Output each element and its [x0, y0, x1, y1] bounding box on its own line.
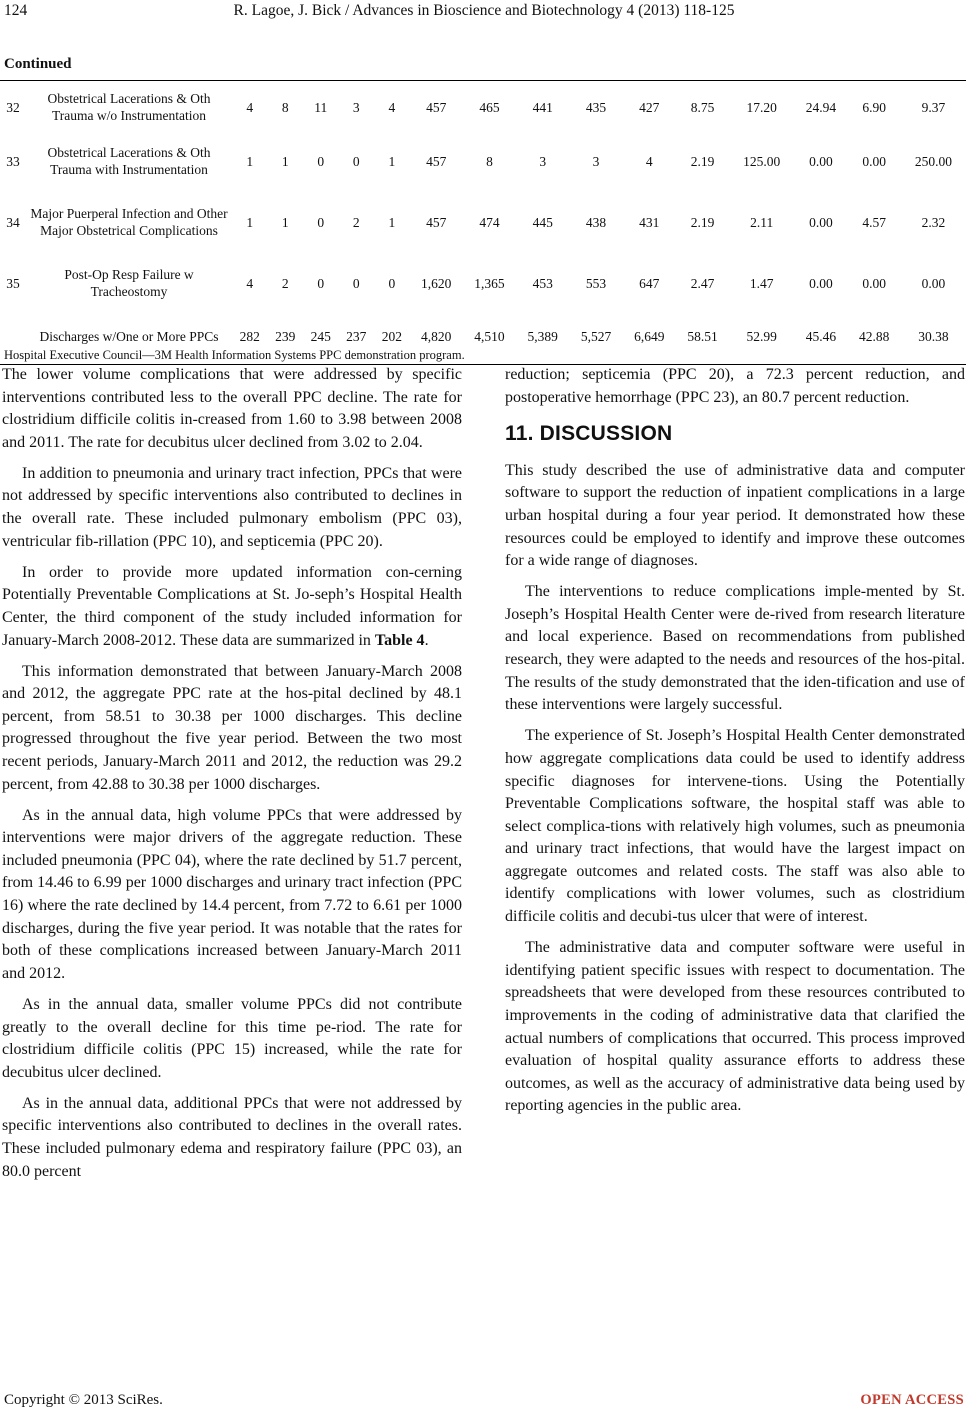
table-cell: 282: [239, 329, 260, 345]
paragraph: This information demonstrated that between January-March 2008 and 2012, the aggregate PPC rate at the hos-pital declined by 48.1 percent, from 58.51 to 30.38 per 1000 discharges. This decline progressed throughout the five year period. Between the two most recent periods, January-March 2011 and 2012, the reduction was 29.2 percent, from 42.88 to 30.38 per 1000 discharges.: [2, 662, 462, 793]
table-cell: 239: [275, 329, 296, 345]
table-cell: 4: [645, 153, 653, 169]
page-number: 124: [4, 2, 28, 19]
table-cell: 0: [352, 153, 360, 169]
table-cell: 465: [479, 99, 500, 115]
row-description: Obstetrical Lacerations & Oth Trauma with Instrumentation: [47, 145, 211, 177]
row-number: 35: [6, 275, 20, 291]
page-header: [0, 0, 968, 26]
table-cell: 250.00: [914, 153, 952, 169]
footer-open-access: OPEN ACCESS: [860, 1392, 964, 1408]
table-cell: 1: [246, 153, 254, 169]
row-number: 33: [6, 153, 20, 169]
table-cell: 474: [479, 214, 500, 230]
table-continued-label: Continued: [4, 56, 72, 72]
table-cell: 2: [281, 275, 289, 291]
ppc-table: [0, 80, 966, 365]
table-cell: 237: [346, 329, 367, 345]
table-cell: 1.47: [749, 275, 774, 291]
table-cell: 3: [352, 99, 360, 115]
table-cell: 3: [592, 153, 600, 169]
table-cell: 457: [426, 153, 447, 169]
table-cell: 0: [388, 275, 396, 291]
running-title: R. Lagoe, J. Bick / Advances in Bioscience and Biotechnology 4 (2013) 118-125: [233, 2, 735, 19]
paragraph: reduction; septicemia (PPC 20), a 72.3 percent reduction, and postoperative hemorrhage (PPC 23), an 80.7 percent reduction.: [505, 366, 965, 406]
paragraph: This study described the use of administrative data and computer software to support the reduction of inpatient complications in a large urban hospital during a four year period. It demonstrated how these resources could be employed to identify and improve these outcomes for a wide range of diagnoses.: [505, 461, 965, 570]
table-source-note: Hospital Executive Council—3M Health Information Systems PPC demonstration program.: [4, 348, 465, 362]
table-cell: 17.20: [746, 99, 777, 115]
table-cell: 0: [317, 275, 325, 291]
table-cell: 24.94: [805, 99, 837, 115]
table-reference: Table 4: [374, 631, 425, 649]
table-cell: 1,620: [421, 275, 452, 291]
table-cell: 0: [317, 214, 325, 230]
table-cell: 0.00: [809, 153, 833, 169]
table-cell: 11: [314, 99, 328, 115]
table-cell: 58.51: [687, 329, 718, 345]
table-cell: 0.00: [862, 275, 886, 291]
paragraph: As in the annual data, smaller volume PPCs did not contribute greatly to the overall decline for this time pe-riod. The rate for clostridium difficile colitis (PPC 15) increased, while the rate for decubitus ulcer declined.: [2, 995, 462, 1081]
table-row: [0, 81, 966, 135]
table-cell: 4,820: [421, 329, 452, 345]
paragraph: As in the annual data, additional PPCs that were not addressed by specific interventions also contributed to declines in the overall rates. These included pulmonary edema and respiratory failure (PPC 03), an 80.0 percent: [2, 1094, 462, 1180]
table-cell: 445: [532, 214, 553, 230]
table-cell: 2: [352, 214, 360, 230]
table-cell: 52.99: [746, 329, 777, 345]
table-cell: 125.00: [743, 153, 781, 169]
table-cell: 0.00: [921, 275, 946, 291]
table-cell: 5,527: [580, 329, 612, 345]
footer-copyright: Copyright © 2013 SciRes.: [4, 1392, 163, 1408]
table-cell: 0: [352, 275, 360, 291]
right-column: [505, 364, 965, 1126]
paragraph: In addition to pneumonia and urinary tract infection, PPCs that were not addressed by specific interventions also contributed to declines in the overall rate. These included pulmonary embolism (PPC 03), ventricular fib-rillation (PPC 10), and septicemia (PPC 20).: [2, 464, 462, 550]
table-cell: 2.47: [690, 275, 715, 291]
table-cell: 4.57: [862, 214, 886, 230]
table-cell: 1: [281, 153, 289, 169]
table-cell: 5,389: [527, 329, 558, 345]
table-row: [0, 135, 966, 189]
paragraph: As in the annual data, high volume PPCs that were addressed by interventions were major drivers of the aggregate reduction. These included pneumonia (PPC 04), where the rate declined by 51.7 percent, from 14.46 to 6.99 per 1000 discharges and urinary tract infection (PPC 16) where the rate declined by 14.4 percent, from 7.72 to 6.61 per 1000 discharges, during the five year period. It was notable that the rates for both of these complications increased between January-March 2011 and 2012.: [2, 806, 462, 982]
section-heading: 11. DISCUSSION: [505, 422, 673, 446]
table-cell: 4: [388, 99, 396, 115]
table-cell: 1: [388, 153, 396, 169]
table-cell: 30.38: [918, 329, 949, 345]
table-cell: 2.11: [750, 214, 774, 230]
table-cell: 4,510: [474, 329, 505, 345]
table-cell: 647: [639, 275, 660, 291]
table-cell: 3: [539, 153, 547, 169]
table-cell: 4: [246, 275, 254, 291]
table-cell: 438: [585, 214, 607, 230]
table-cell: 2.19: [690, 214, 715, 230]
paragraph-text: In order to provide more updated information con-cerning Potentially Preventable Complications at St. Jo-seph’s Hospital Health Center, the third component of the study included information for January-March 2008-2012. These data are summarized in: [2, 563, 462, 649]
table-cell: 1,365: [474, 275, 505, 291]
table-cell: 4: [246, 99, 254, 115]
row-number: 34: [6, 214, 20, 230]
table-cell: 457: [426, 99, 447, 115]
table-cell: 2.32: [921, 214, 946, 230]
table-cell: 0.00: [809, 275, 833, 291]
table-row: [0, 257, 966, 311]
table-cell: 427: [639, 99, 660, 115]
table-cell: 6.90: [862, 99, 886, 115]
table-cell: 1: [388, 214, 396, 230]
table-cell: 8: [281, 99, 289, 115]
table-cell: 441: [532, 99, 553, 115]
table-cell: 8.75: [690, 99, 715, 115]
row-number: 32: [6, 99, 20, 115]
left-column: [2, 364, 462, 1192]
row-description: Post-Op Resp Failure w Tracheostomy: [64, 267, 194, 299]
table-cell: 9.37: [921, 99, 946, 115]
paragraph: [2, 562, 462, 652]
table-cell: 0: [317, 153, 325, 169]
paragraph: The lower volume complications that were addressed by specific interventions contributed less to the overall PPC decline. The rate for clostridium difficile colitis in-creased from 1.60 to 3.98 between 2008 and 2011. The rate for decubitus ulcer declined from 3.02 to 2.04.: [2, 366, 462, 451]
table-cell: 202: [381, 329, 402, 345]
paragraph: The interventions to reduce complications imple-mented by St. Joseph’s Hospital Health Center were de-rived from research literature and local experience. Based on recommendations from published research, they were adapted to the needs and resources of the hos-pital. The results of the study demonstrated that the iden-tification and use of these interventions were largely successful.: [505, 583, 965, 714]
table-cell: 0.00: [809, 214, 833, 230]
table-cell: 245: [310, 329, 331, 345]
table-cell: 453: [532, 275, 553, 291]
table-cell: 1: [281, 214, 289, 230]
table-cell: 0.00: [862, 153, 886, 169]
table-cell: 1: [246, 214, 254, 230]
table-cell: 45.46: [805, 329, 837, 345]
row-description: Discharges w/One or More PPCs: [39, 329, 219, 344]
table-cell: 2.19: [690, 153, 715, 169]
table-row: [0, 189, 966, 257]
table-cell: 457: [426, 214, 447, 230]
paragraph: The experience of St. Joseph’s Hospital Health Center demonstrated how aggregate complications data could be used to identify address specific diagnoses for intervene-tions. Using the Potentially Preventable Complications software, the hospital staff was able to select complica-tions with relatively high volumes, such as pneumonia and urinary tract infections, that would have the largest impact on aggregate outcomes and related costs. The staff was also able to identify complications with lower volumes, such as clostridium difficile colitis and decubi-tus ulcer that were of interest.: [505, 727, 965, 926]
row-description: Major Puerperal Infection and Other Major Obstetrical Complications: [30, 206, 228, 238]
table-cell: 435: [585, 99, 607, 115]
paragraph-text: .: [424, 631, 429, 649]
table-cell: 553: [585, 275, 607, 291]
table-cell: 42.88: [858, 329, 890, 345]
table-cell: 431: [639, 214, 660, 230]
table-cell: 8: [486, 153, 493, 169]
row-description: Obstetrical Lacerations & Oth Trauma w/o Instrumentation: [47, 91, 211, 123]
paragraph: The administrative data and computer software were useful in identifying patient specific issues with respect to documentation. The spreadsheets that were developed from these resources contributed to improvements in the coding of administrative data that clarified the actual numbers of complications that occurred. This process improved evaluation of hospital quality assurance efforts to address these outcomes, as well as the accuracy of administrative data being used by reporting agencies in the public area.: [505, 939, 965, 1115]
table-cell: 6,649: [634, 329, 665, 345]
